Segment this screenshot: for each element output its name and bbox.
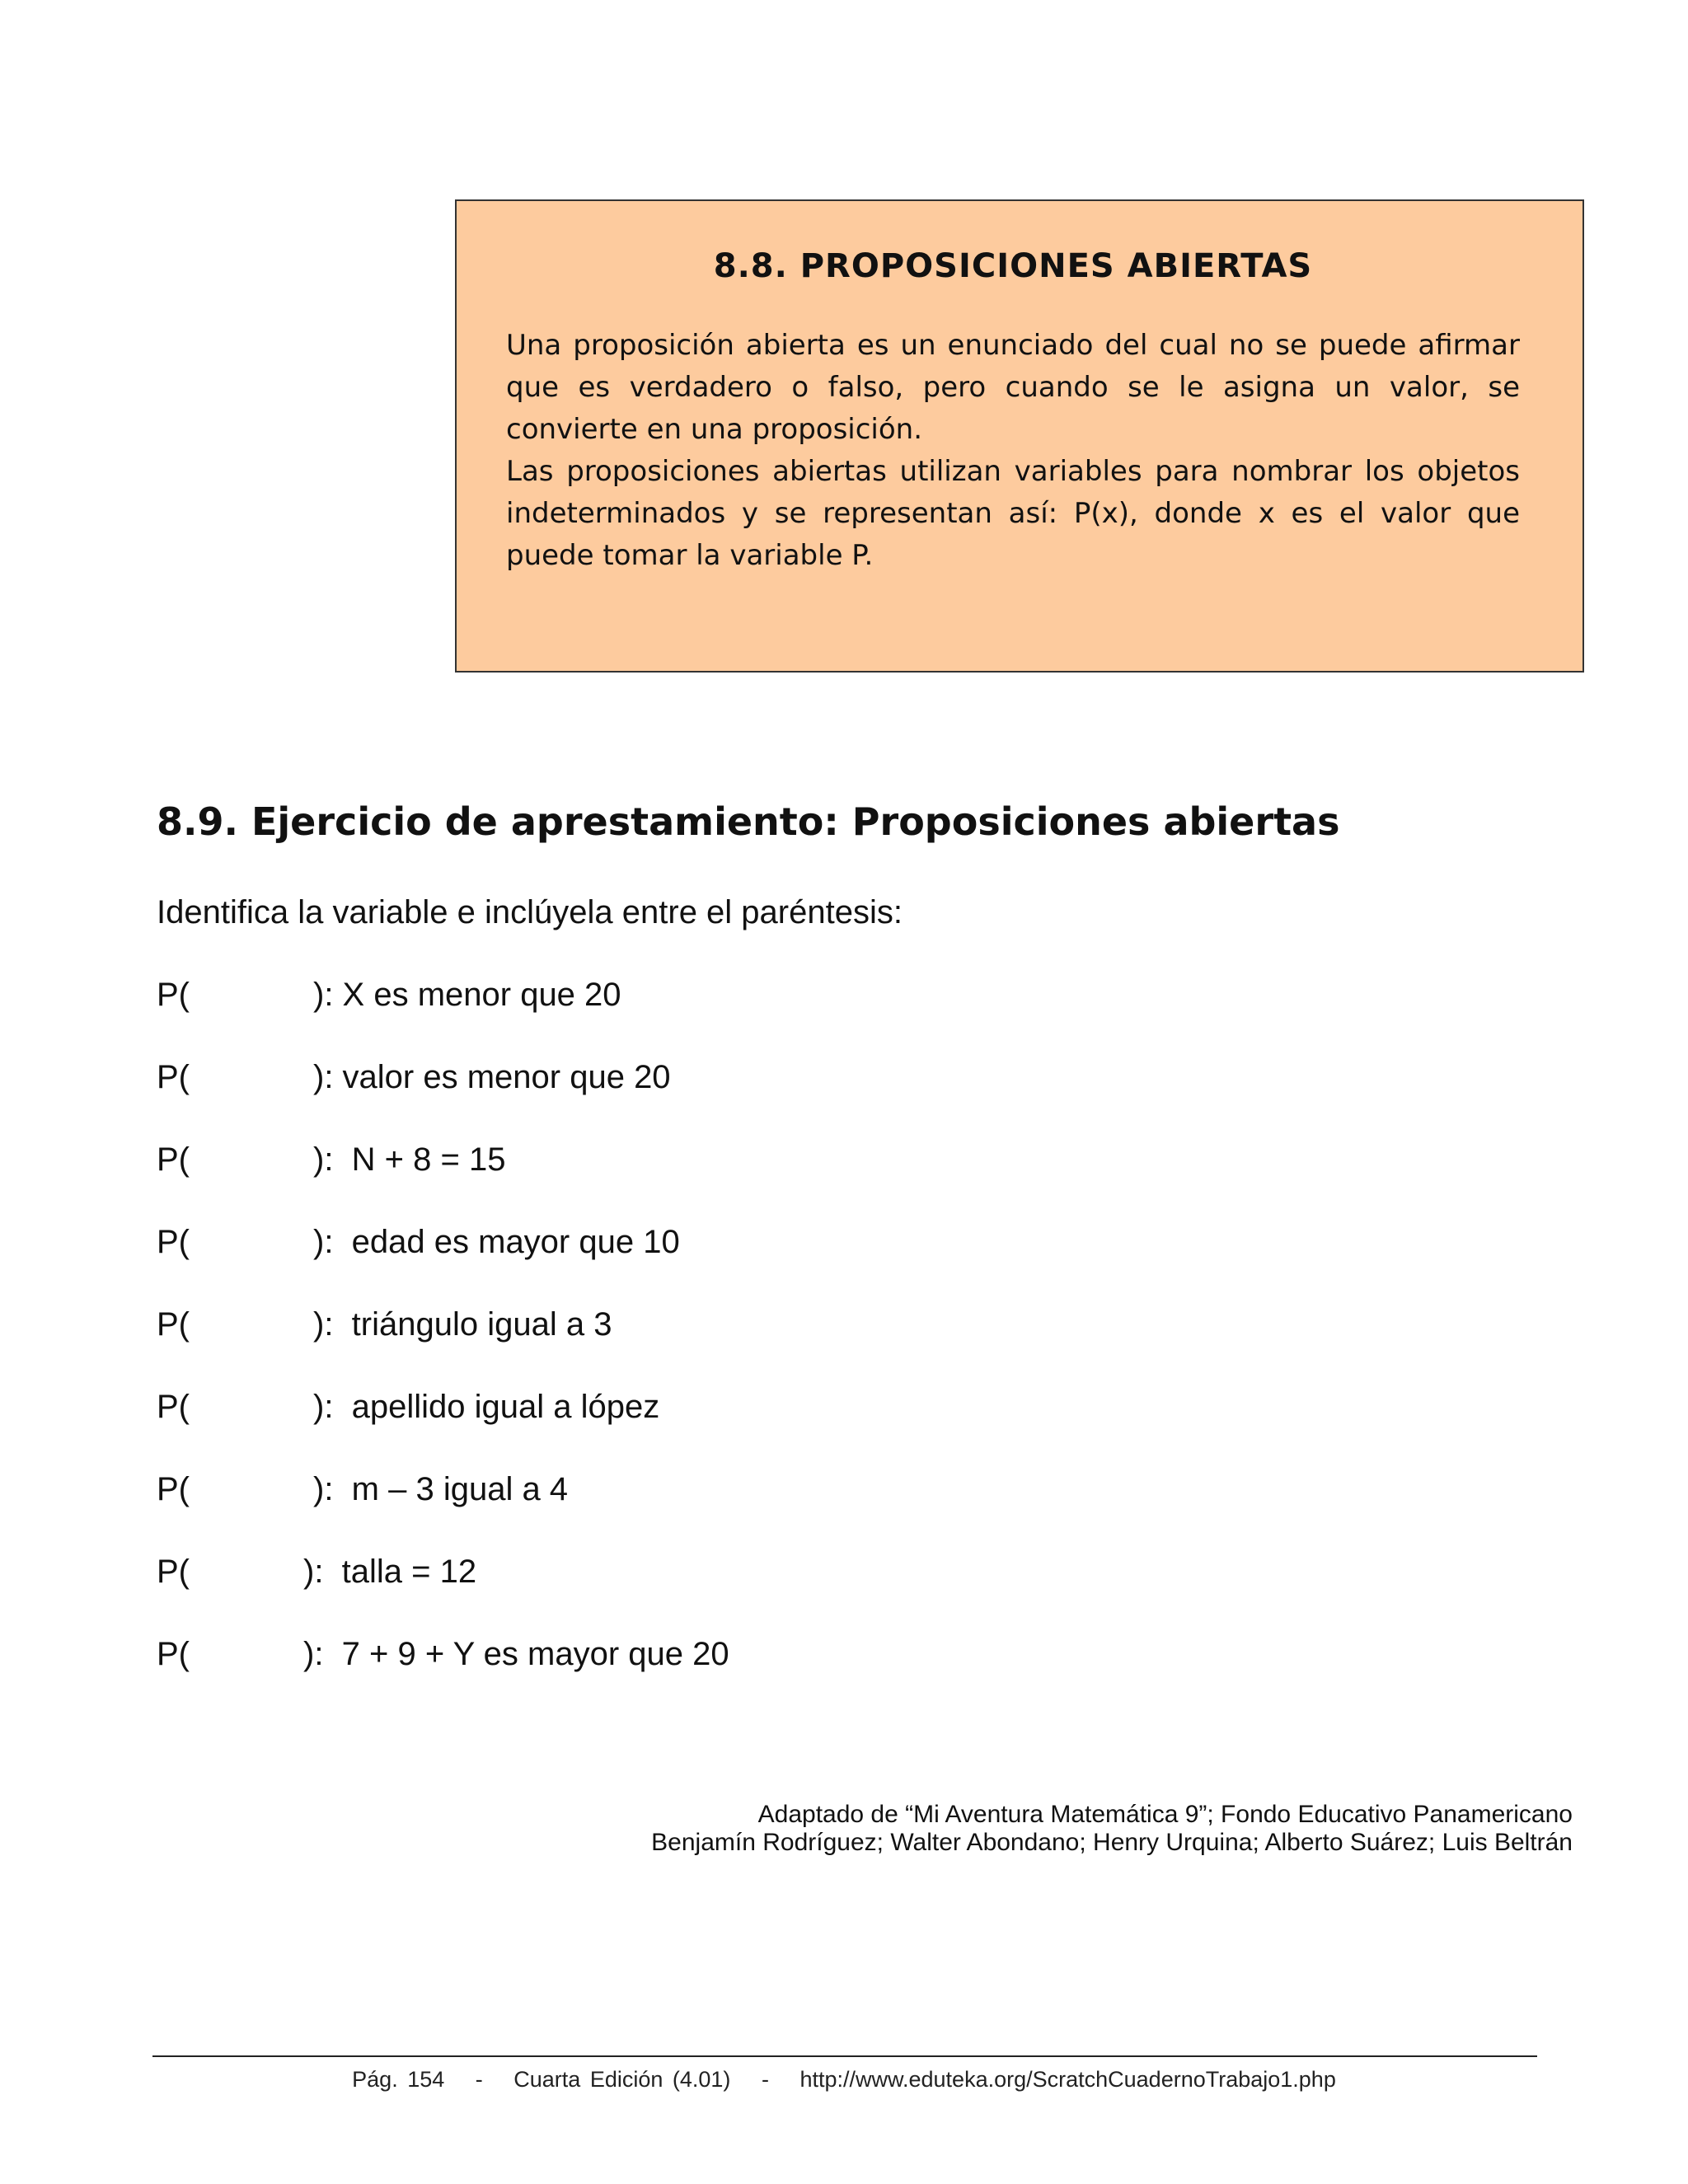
exercise-title: 8.9. Ejercicio de aprestamiento: Proposiciones abiertas bbox=[157, 799, 1340, 844]
variable-blank: P( bbox=[157, 1636, 190, 1672]
variable-blank: P( bbox=[157, 1224, 190, 1260]
exercise-statement: ): apellido igual a lópez bbox=[313, 1389, 660, 1425]
exercise-statement: ): triángulo igual a 3 bbox=[313, 1306, 612, 1343]
concept-paragraph-1: Una proposición abierta es un enunciado del cual no se puede afirmar que es verdadero o falso, pero cuando se le asigna un valor, se convierte en una proposición. bbox=[506, 329, 1520, 446]
variable-blank: P( bbox=[157, 1554, 190, 1590]
exercise-item bbox=[157, 1141, 506, 1224]
footer-divider bbox=[152, 2055, 1537, 2057]
footer-separator: - bbox=[761, 2067, 769, 2092]
exercise-instruction: Identifica la variable e inclúyela entre el paréntesis: bbox=[157, 894, 903, 930]
concept-title: 8.8. PROPOSICIONES ABIERTAS bbox=[713, 247, 1313, 285]
exercise-item bbox=[157, 1306, 612, 1389]
exercise-statement: ): N + 8 = 15 bbox=[313, 1141, 506, 1178]
exercise-statement: ): X es menor que 20 bbox=[313, 977, 621, 1013]
variable-blank: P( bbox=[157, 1306, 190, 1343]
exercise-list bbox=[157, 977, 729, 1718]
source-credits bbox=[651, 1801, 1573, 1857]
exercise-item bbox=[157, 977, 621, 1059]
edition-label: Cuarta Edición (4.01) bbox=[513, 2067, 731, 2092]
footer-separator: - bbox=[475, 2067, 483, 2092]
footer-url: http://www.eduteka.org/ScratchCuadernoTrabajo1.php bbox=[799, 2067, 1336, 2092]
exercise-statement: ): valor es menor que 20 bbox=[313, 1059, 671, 1095]
concept-box bbox=[455, 199, 1584, 673]
concept-paragraph-2: Las proposiciones abiertas utilizan variables para nombrar los objetos indeterminados y se representan así: P(x), donde x es el valor que puede tomar la variable P. bbox=[506, 455, 1520, 572]
exercise-statement: ): edad es mayor que 10 bbox=[313, 1224, 680, 1260]
variable-blank: P( bbox=[157, 1389, 190, 1425]
exercise-item bbox=[157, 1224, 680, 1306]
page-footer bbox=[0, 2067, 1688, 2093]
exercise-statement: ): talla = 12 bbox=[303, 1554, 477, 1590]
credits-line-2: Benjamín Rodríguez; Walter Abondano; Henry Urquina; Alberto Suárez; Luis Beltrán bbox=[651, 1829, 1573, 1856]
exercise-item bbox=[157, 1636, 729, 1718]
page-number: Pág. 154 bbox=[352, 2067, 445, 2092]
variable-blank: P( bbox=[157, 977, 190, 1013]
exercise-statement: ): 7 + 9 + Y es mayor que 20 bbox=[303, 1636, 729, 1672]
credits-line-1: Adaptado de “Mi Aventura Matemática 9”; Fondo Educativo Panamericano bbox=[757, 1801, 1573, 1828]
exercise-item bbox=[157, 1471, 569, 1554]
exercise-item bbox=[157, 1059, 671, 1141]
exercise-item bbox=[157, 1554, 477, 1636]
exercise-statement: ): m – 3 igual a 4 bbox=[313, 1471, 569, 1507]
variable-blank: P( bbox=[157, 1059, 190, 1095]
variable-blank: P( bbox=[157, 1141, 190, 1178]
exercise-item bbox=[157, 1389, 660, 1471]
variable-blank: P( bbox=[157, 1471, 190, 1507]
